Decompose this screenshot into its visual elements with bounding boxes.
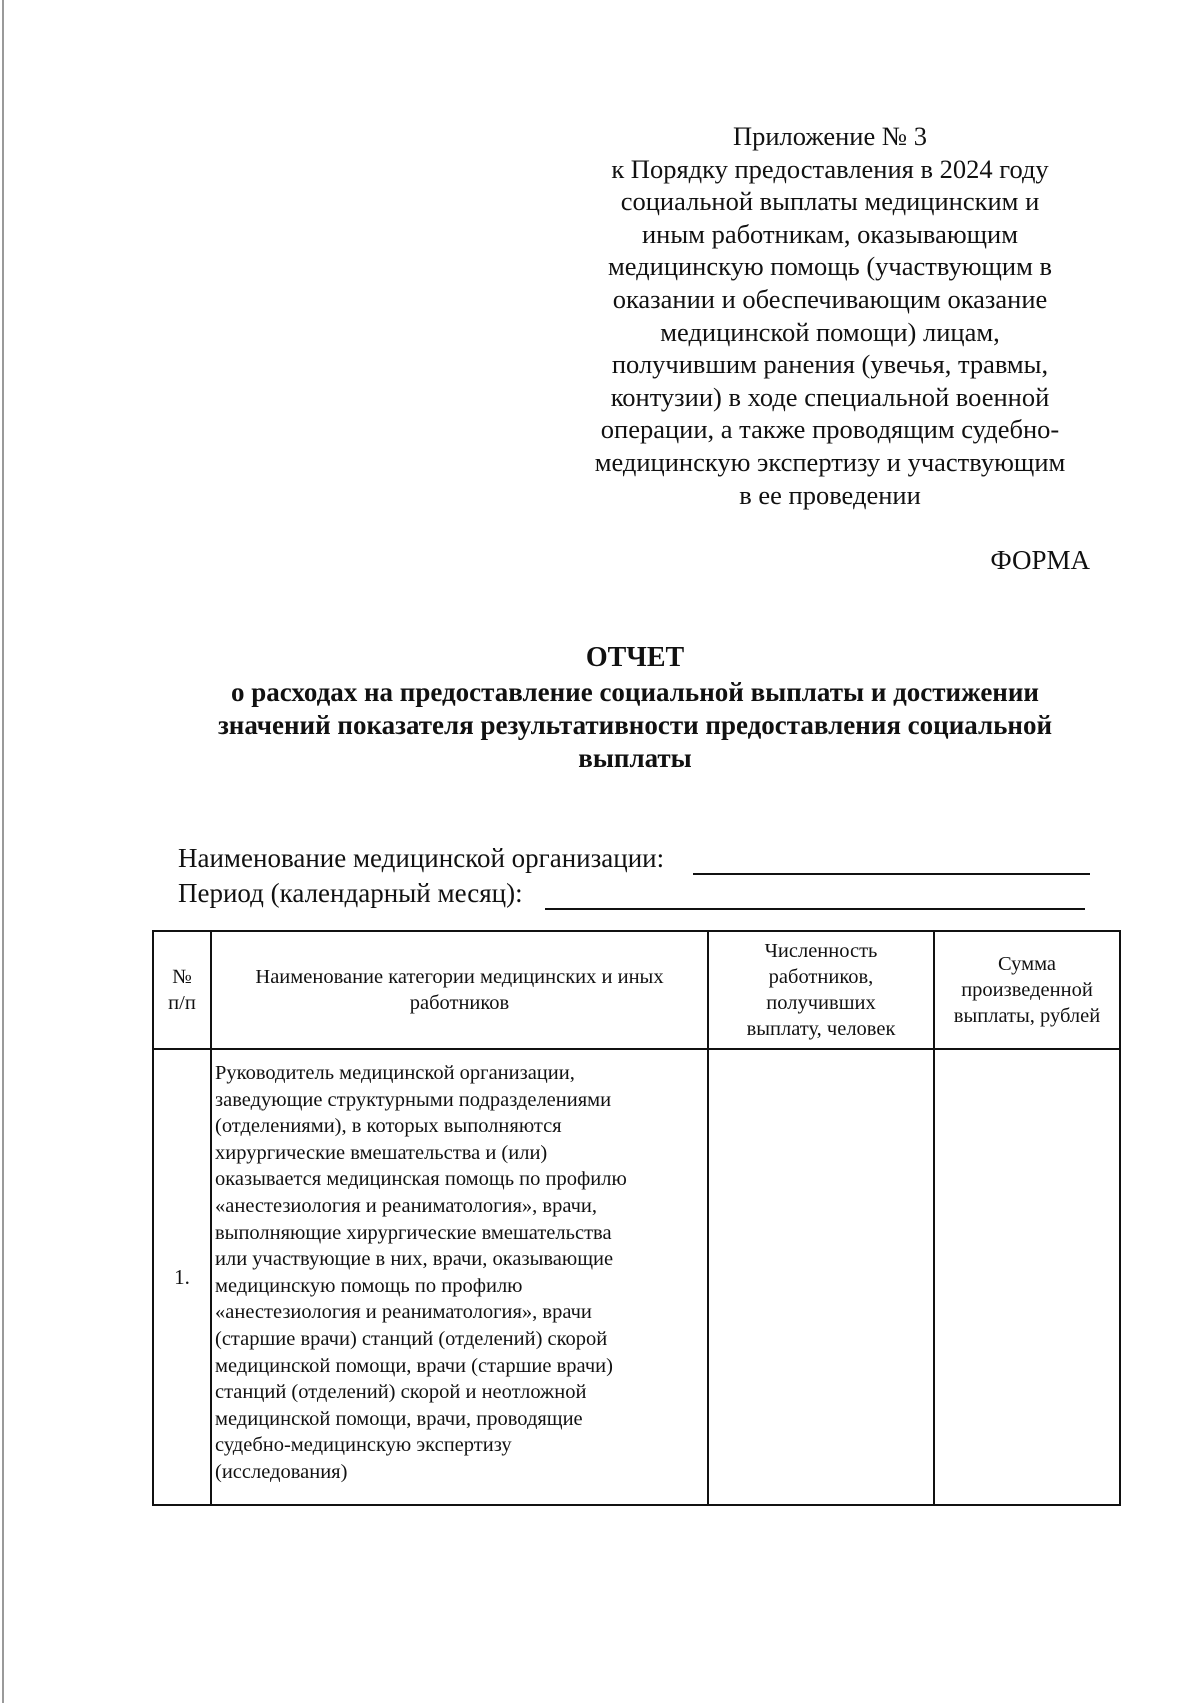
row-category-name — [211, 1049, 708, 1505]
header-num-line: № — [172, 966, 192, 988]
row-worker-count-cell[interactable] — [708, 1049, 934, 1505]
header-name-line: работников — [409, 992, 510, 1014]
report-subtitle-line: о расходах на предоставление социальной выплаты и достижении — [231, 677, 1039, 707]
row-name-line: судебно-медицинскую экспертизу — [215, 1434, 512, 1457]
row-name-line: медицинской помощи, врачи (старшие врачи) — [215, 1354, 613, 1377]
row-name-line: заведующие структурными подразделениями — [215, 1088, 612, 1111]
report-subtitle-line: выплаты — [578, 743, 692, 773]
row-name-line: Руководитель медицинской организации, — [215, 1062, 575, 1084]
appendix-line: медицинскую экспертизу и участвующим — [594, 446, 1066, 477]
appendix-line: к Порядку предоставления в 2024 году — [611, 153, 1049, 184]
header-sum-line: выплаты, рублей — [953, 1005, 1101, 1027]
table-row — [153, 1049, 1120, 1505]
row-name-line: выполняющие хирургические вмешательства — [215, 1221, 612, 1244]
row-name-line: оказывается медицинская помощь по профилю — [215, 1168, 627, 1191]
period-label: Период (календарный месяц): — [178, 878, 523, 908]
organization-field — [178, 843, 664, 874]
header-name-line: Наименование категории медицинских и иных — [255, 966, 664, 988]
appendix-line: контузии) в ходе специальной военной — [610, 381, 1050, 412]
header-num-line: п/п — [168, 992, 196, 1014]
row-name-line: (старшие врачи) станций (отделений) скорой — [215, 1327, 608, 1350]
header-count-line: работников, — [768, 966, 874, 988]
form-label: ФОРМА — [990, 545, 1090, 575]
row-number: 1. — [153, 1049, 211, 1505]
row-name-line: (отделениями), в которых выполняются — [215, 1115, 562, 1138]
row-name-line: медицинскую помощь по профилю — [215, 1274, 523, 1297]
organization-input-line[interactable] — [693, 873, 1090, 875]
appendix-line: операции, а также проводящим судебно- — [600, 414, 1060, 445]
row-name-line: медицинской помощи, врачи, проводящие — [215, 1407, 583, 1430]
appendix-line: социальной выплаты медицинским и — [620, 186, 1040, 217]
period-input-line[interactable] — [545, 908, 1085, 910]
appendix-line: оказании и обеспечивающим оказание — [612, 283, 1048, 314]
organization-label: Наименование медицинской организации: — [178, 843, 665, 873]
appendix-line: иным работникам, оказывающим — [642, 218, 1018, 249]
table-header-row — [153, 931, 1120, 1049]
appendix-line: получившим ранения (увечья, травмы, — [611, 349, 1049, 380]
period-field — [178, 878, 523, 909]
appendix-line: медицинской помощи) лицам, — [660, 316, 1000, 347]
report-subtitle — [180, 676, 1090, 775]
scan-edge-line — [2, 0, 4, 1703]
appendix-header — [570, 120, 1090, 511]
row-name-line: (исследования) — [215, 1460, 348, 1483]
header-count-line: выплату, человек — [746, 1018, 896, 1040]
header-payment-sum — [934, 931, 1120, 1049]
row-payment-sum-cell[interactable] — [934, 1049, 1120, 1505]
row-name-line: станций (отделений) скорой и неотложной — [215, 1381, 587, 1404]
header-worker-count — [708, 931, 934, 1049]
row-name-line: «анестезиология и реаниматология», врачи, — [215, 1194, 598, 1217]
appendix-line: медицинскую помощь (участвующим в — [607, 251, 1053, 282]
header-num — [153, 931, 211, 1049]
report-title: ОТЧЕТ — [585, 642, 685, 673]
row-name-line: или участвующие в них, врачи, оказывающие — [215, 1248, 614, 1271]
header-count-line: Численность — [764, 940, 878, 962]
header-sum-line: Сумма — [997, 953, 1057, 975]
header-sum-line: произведенной — [961, 979, 1093, 1001]
report-subtitle-line: значений показателя результативности предоставления социальной — [217, 710, 1053, 740]
header-count-line: получивших — [766, 992, 876, 1014]
row-name-line: «анестезиология и реаниматология», врачи — [215, 1301, 592, 1324]
report-table — [152, 930, 1121, 1506]
appendix-line: в ее проведении — [739, 479, 921, 510]
row-name-line: хирургические вмешательства и (или) — [215, 1141, 548, 1164]
appendix-line: Приложение № 3 — [732, 121, 927, 151]
header-category-name — [211, 931, 708, 1049]
